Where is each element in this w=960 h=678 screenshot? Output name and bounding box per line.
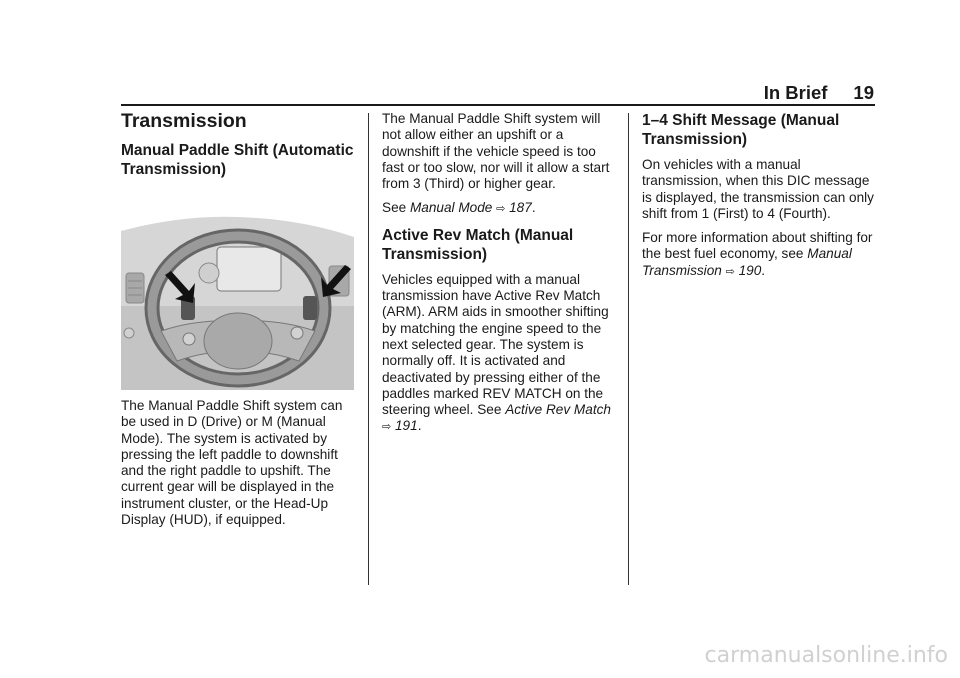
page-arrow-icon: ⇨ [382,421,392,434]
body-paragraph: Vehicles equipped with a manual transmission have Active Rev Match (ARM). ARM aids in smoother shifting by matching the engine speed to the next selected gear. The system is normally off. It is activated and deactivated by pressing either of the paddles marked REV MATCH on the steering wheel. See Active Rev Match ⇨ 191. [382,271,611,434]
page-number: 19 [853,82,874,103]
subsection-heading: 1–4 Shift Message (Manual Transmission) [642,112,840,148]
column-divider [628,113,629,585]
page-reference[interactable]: 187 [509,200,532,216]
subsection-heading: Manual Paddle Shift (Automatic Transmission) [121,142,354,178]
cross-reference-link[interactable]: Manual Transmission [642,246,852,278]
page-arrow-icon: ⇨ [725,265,735,278]
watermark: carmanualsonline.info [704,643,948,668]
column-left [121,108,357,528]
page-arrow-icon: ⇨ [496,203,506,216]
body-paragraph: For more information about shifting for the best fuel economy, see Manual Transmission ⇨ 190. [642,230,873,278]
page-reference[interactable]: 190 [738,262,762,278]
header-rule [121,104,875,106]
cross-reference-link[interactable]: Manual Mode [409,200,493,216]
column-right [642,108,878,280]
page-reference[interactable]: 191 [395,418,418,434]
page-header [764,82,874,104]
column-divider [368,113,369,585]
body-paragraph: The Manual Paddle Shift system can be used in D (Drive) or M (Manual Mode). The system is activated by pressing the left paddle to downshift and the right paddle to upshift. The current gear will be displayed in the instrument cluster, or the Head-Up Display (HUD), if equipped. [121,398,343,528]
column-middle [382,108,618,436]
section-title: In Brief [763,82,828,103]
steering-wheel-illustration [121,211,354,390]
cross-reference-link[interactable]: Active Rev Match [505,402,611,418]
cross-reference-paragraph: See Manual Mode ⇨ 187. [382,200,536,216]
section-heading: Transmission [121,110,247,132]
body-paragraph: The Manual Paddle Shift system will not allow either an upshift or a downshift if the vehicle speed is too fast or too slow, nor will it allow a start from 3 (Third) or higher gear. [382,111,610,192]
body-paragraph: On vehicles with a manual transmission, when this DIC message is displayed, the transmission can only shift from 1 (First) to 4 (Fourth). [642,157,874,221]
subsection-heading: Active Rev Match (Manual Transmission) [382,226,574,263]
